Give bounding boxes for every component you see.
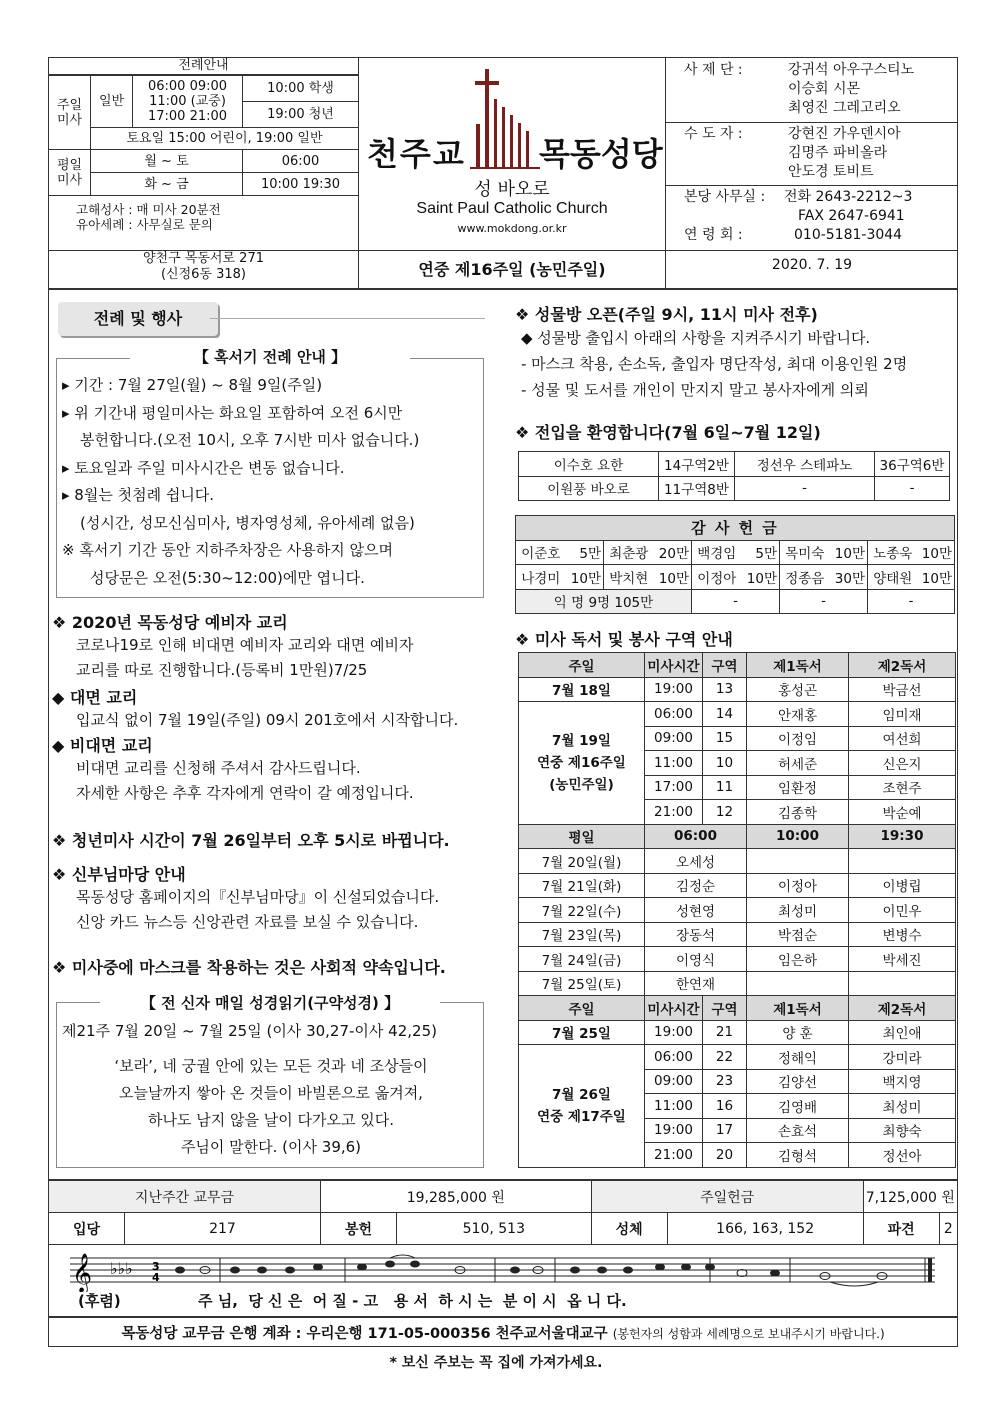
chant-lyrics: 주 님, 당 신 은 어 질 - 고 용 서 하 시 는 분 이 시 옵 니 다. bbox=[198, 1292, 627, 1310]
religious-label: 수 도 자 : bbox=[684, 126, 743, 142]
regular-label: 일반 bbox=[91, 76, 133, 128]
summer-notice: ▸ 기간 : 7월 27일(월) ~ 8월 9일(주일) ▸ 위 기간내 평일미사는 화요일 포함하여 오전 6시만 봉헌합니다.(오전 10시, 오후 7시반 미사 없습니다.) ▸ 토요일과 주일 미사시간은 변동 없습니다. ▸ 8월는 첫첨례 쉽니다. (성시간, 성모신심미사, 병자영성체, 유아세례 없음) ※ 혹서기 기간 동안 지하주차장은 사용하지 않으며 성당문은 오전(5:30~12:00)에만 엽니다. bbox=[62, 376, 420, 587]
address: 양천구 목동서로 271 (신정6동 318) bbox=[143, 251, 264, 282]
reading-table: 주일 미사시간 구역 제1독서 제2독서 7월 18일 19:00 13 홍성곤 박금선 7월 19일 연중 제16주일 (농민주일) 06:00 14 안재홍 임미재 09:00 15 이정임 여선희 11:00 10 허세준 신은지 17:00 11 임환정 조현주 21:00 12 김종학 박순예 평일 06:00 10:00 19:30 7월 20일(월) 오세성 7월 21일(화) 김정순 이정아 이병립 7월 22일(수) 성현영 최성미 이민우 7월 23일(목) 장동석 박점순 변병수 7월 24일(금) 이영식 임은하 박세진 7월 25일(토) 한연재 주일 미사시간 구역 제1독서 제2독서 7월 25일 19:00 21 양 훈 최인애 7월 26일 연중 제17주일 06:00 22 정해익 강미라 09:00 23 김양선 백지영 11:00 16 김영배 최성미 19:00 17 손효석 최향숙 21:00 20 김형석 정선아 bbox=[518, 652, 956, 1168]
sunday-times: 06:00 09:00 11:00 (교중) 17:00 21:00 bbox=[133, 76, 243, 128]
church-cross-icon bbox=[470, 69, 540, 169]
bible-quote: ‘보라’, 네 궁궐 안에 있는 모든 것과 네 조상들이 오늘날까지 쌓아 온 것들이 바빌론으로 옮겨져, 하나도 남지 않을 날이 다가오고 있다. 주님이 말한다. (이사 39,6) bbox=[114, 1057, 428, 1156]
summer-title: 【 혹서기 전례 안내 】 bbox=[130, 346, 410, 367]
student-mass: 10:00 학생 bbox=[243, 76, 359, 102]
svg-text:𝄞: 𝄞 bbox=[72, 1253, 93, 1292]
youth-mass-notice: ❖ 청년미사 시간이 7월 26일부터 오후 5시로 바뀝니다. bbox=[52, 831, 450, 850]
bible-week: 제21주 7월 20일 ~ 7월 25일 (이사 30,27-이사 42,25) bbox=[62, 1022, 437, 1040]
legion-label: 연 령 회 : bbox=[684, 227, 743, 243]
welcome-table: 이수호 요한 14구역2반 정선우 스테파노 36구역6반 이원풍 바오로 11구역8반 - - bbox=[518, 451, 950, 501]
staff-info bbox=[666, 57, 958, 250]
church-left-name: 천주교 bbox=[367, 135, 466, 173]
legion-phone: 010-5181-3044 bbox=[794, 227, 903, 243]
sunday-label: 주일 미사 bbox=[49, 76, 91, 150]
bible-title: 【 전 신자 매일 성경읽기(구약성경) 】 bbox=[100, 992, 440, 1013]
website-link[interactable]: www.mokdong.or.kr bbox=[457, 222, 567, 235]
chant-label: (후렴) bbox=[78, 1292, 121, 1310]
liturgy-title: 전례안내 bbox=[48, 57, 359, 75]
welcome-title: ❖ 전입을 환영합니다(7월 6일~7월 12일) bbox=[515, 423, 821, 442]
catechumen-section: ❖ 2020년 목동성당 예비자 교리 코로나19로 인해 비대면 예비자 교리와 대면 예비자 교리를 따로 진행합니다.(등록비 1만원)7/25 ◆ 대면 교리 입교식 없이 7월 19일(주일) 09시 201호에서 시작합니다. ◆ 비대면 교리 비대면 교리를 신청해 주셔서 감사드립니다. 자세한 사항은 추후 각자에게 연락이 갈 예정입니다. bbox=[52, 613, 459, 802]
week-title: 연중 제16주일 (농민주일) bbox=[418, 260, 606, 279]
patron-name: 성 바오로 bbox=[474, 179, 550, 200]
svg-text:3: 3 bbox=[152, 1260, 160, 1273]
church-right-name: 목동성당 bbox=[539, 135, 663, 173]
sacraments-info: 고해성사 : 매 미사 20분전 유아세례 : 사무실로 문의 bbox=[76, 202, 221, 232]
religious-list: 강현진 가우덴시아 김명주 파비올라 안도경 토비트 bbox=[788, 126, 901, 180]
section-title: 전례 및 행사 bbox=[58, 302, 218, 336]
priests-list: 강귀석 아우구스티노 이승회 시몬 최영진 그레고리오 bbox=[788, 62, 915, 116]
priests-label: 사 제 단 : bbox=[684, 62, 743, 78]
svg-text:4: 4 bbox=[152, 1271, 160, 1284]
office-label: 본당 사무실 : bbox=[684, 189, 766, 205]
priest-corner: ❖ 신부님마당 안내 목동성당 홈페이지의『신부님마당』이 신설되었습니다. 신앙 카드 뉴스등 신앙관련 자료를 보실 수 있습니다. bbox=[52, 865, 440, 931]
church-logo-block bbox=[359, 57, 665, 250]
weekday-days-2: 화 ~ 금 bbox=[91, 173, 243, 196]
footer-note: * 보신 주보는 꼭 집에 가져가세요. bbox=[389, 1355, 603, 1371]
reading-title: ❖ 미사 독서 및 봉사 구역 안내 bbox=[515, 630, 733, 649]
shop-section: ❖ 성물방 오픈(주일 9시, 11시 미사 전후) ◆ 성물방 출입시 아래의 사항을 지켜주시기 바랍니다. - 마스크 착용, 손소독, 출입자 명단작성, 최대 이용인원 2명 - 성물 및 도서를 개인이 만지지 말고 봉사자에게 의뢰 bbox=[515, 305, 908, 399]
office-phone: 전화 2643-2212~3 bbox=[784, 189, 913, 205]
weekday-time-2: 10:00 19:30 bbox=[243, 173, 359, 196]
weekday-label: 평일 미사 bbox=[49, 150, 91, 196]
weekday-days-1: 월 ~ 토 bbox=[91, 150, 243, 173]
liturgy-schedule bbox=[48, 57, 359, 232]
office-fax: FAX 2647-6941 bbox=[798, 208, 905, 224]
bank-info: 목동성당 교무금 은행 계좌 : 우리은행 171-05-000356 천주교서울대교구 (봉헌자의 성함과 세례명으로 보내주시기 바랍니다.) bbox=[48, 1317, 958, 1347]
mask-notice: ❖ 미사중에 마스크를 착용하는 것은 사회적 약속입니다. bbox=[52, 958, 446, 977]
bulletin-date: 2020. 7. 19 bbox=[771, 257, 853, 273]
saturday-mass: 토요일 15:00 어린이, 19:00 일반 bbox=[91, 128, 359, 150]
svg-text:♭♭♭: ♭♭♭ bbox=[110, 1259, 133, 1278]
youth-mass: 19:00 청년 bbox=[243, 102, 359, 128]
weekday-time-1: 06:00 bbox=[243, 150, 359, 173]
finance-table: 지난주간 교무금 19,285,000 원 주일헌금 7,125,000 원 입당 217 봉헌 510, 513 성체 166, 163, 152 파견 2 bbox=[48, 1180, 958, 1245]
church-english-name: Saint Paul Catholic Church bbox=[416, 200, 608, 217]
music-staff-icon bbox=[70, 1248, 940, 1292]
thanks-table: 감 사 헌 금 이준호 5만 최춘광 20만 백경임 5만 목미숙 10만 노종욱 10만 나경미 10만 박치현 10만 이정아 10만 정종음 30만 양태원 10만 익 명 9명 105만 - - - bbox=[515, 515, 955, 614]
